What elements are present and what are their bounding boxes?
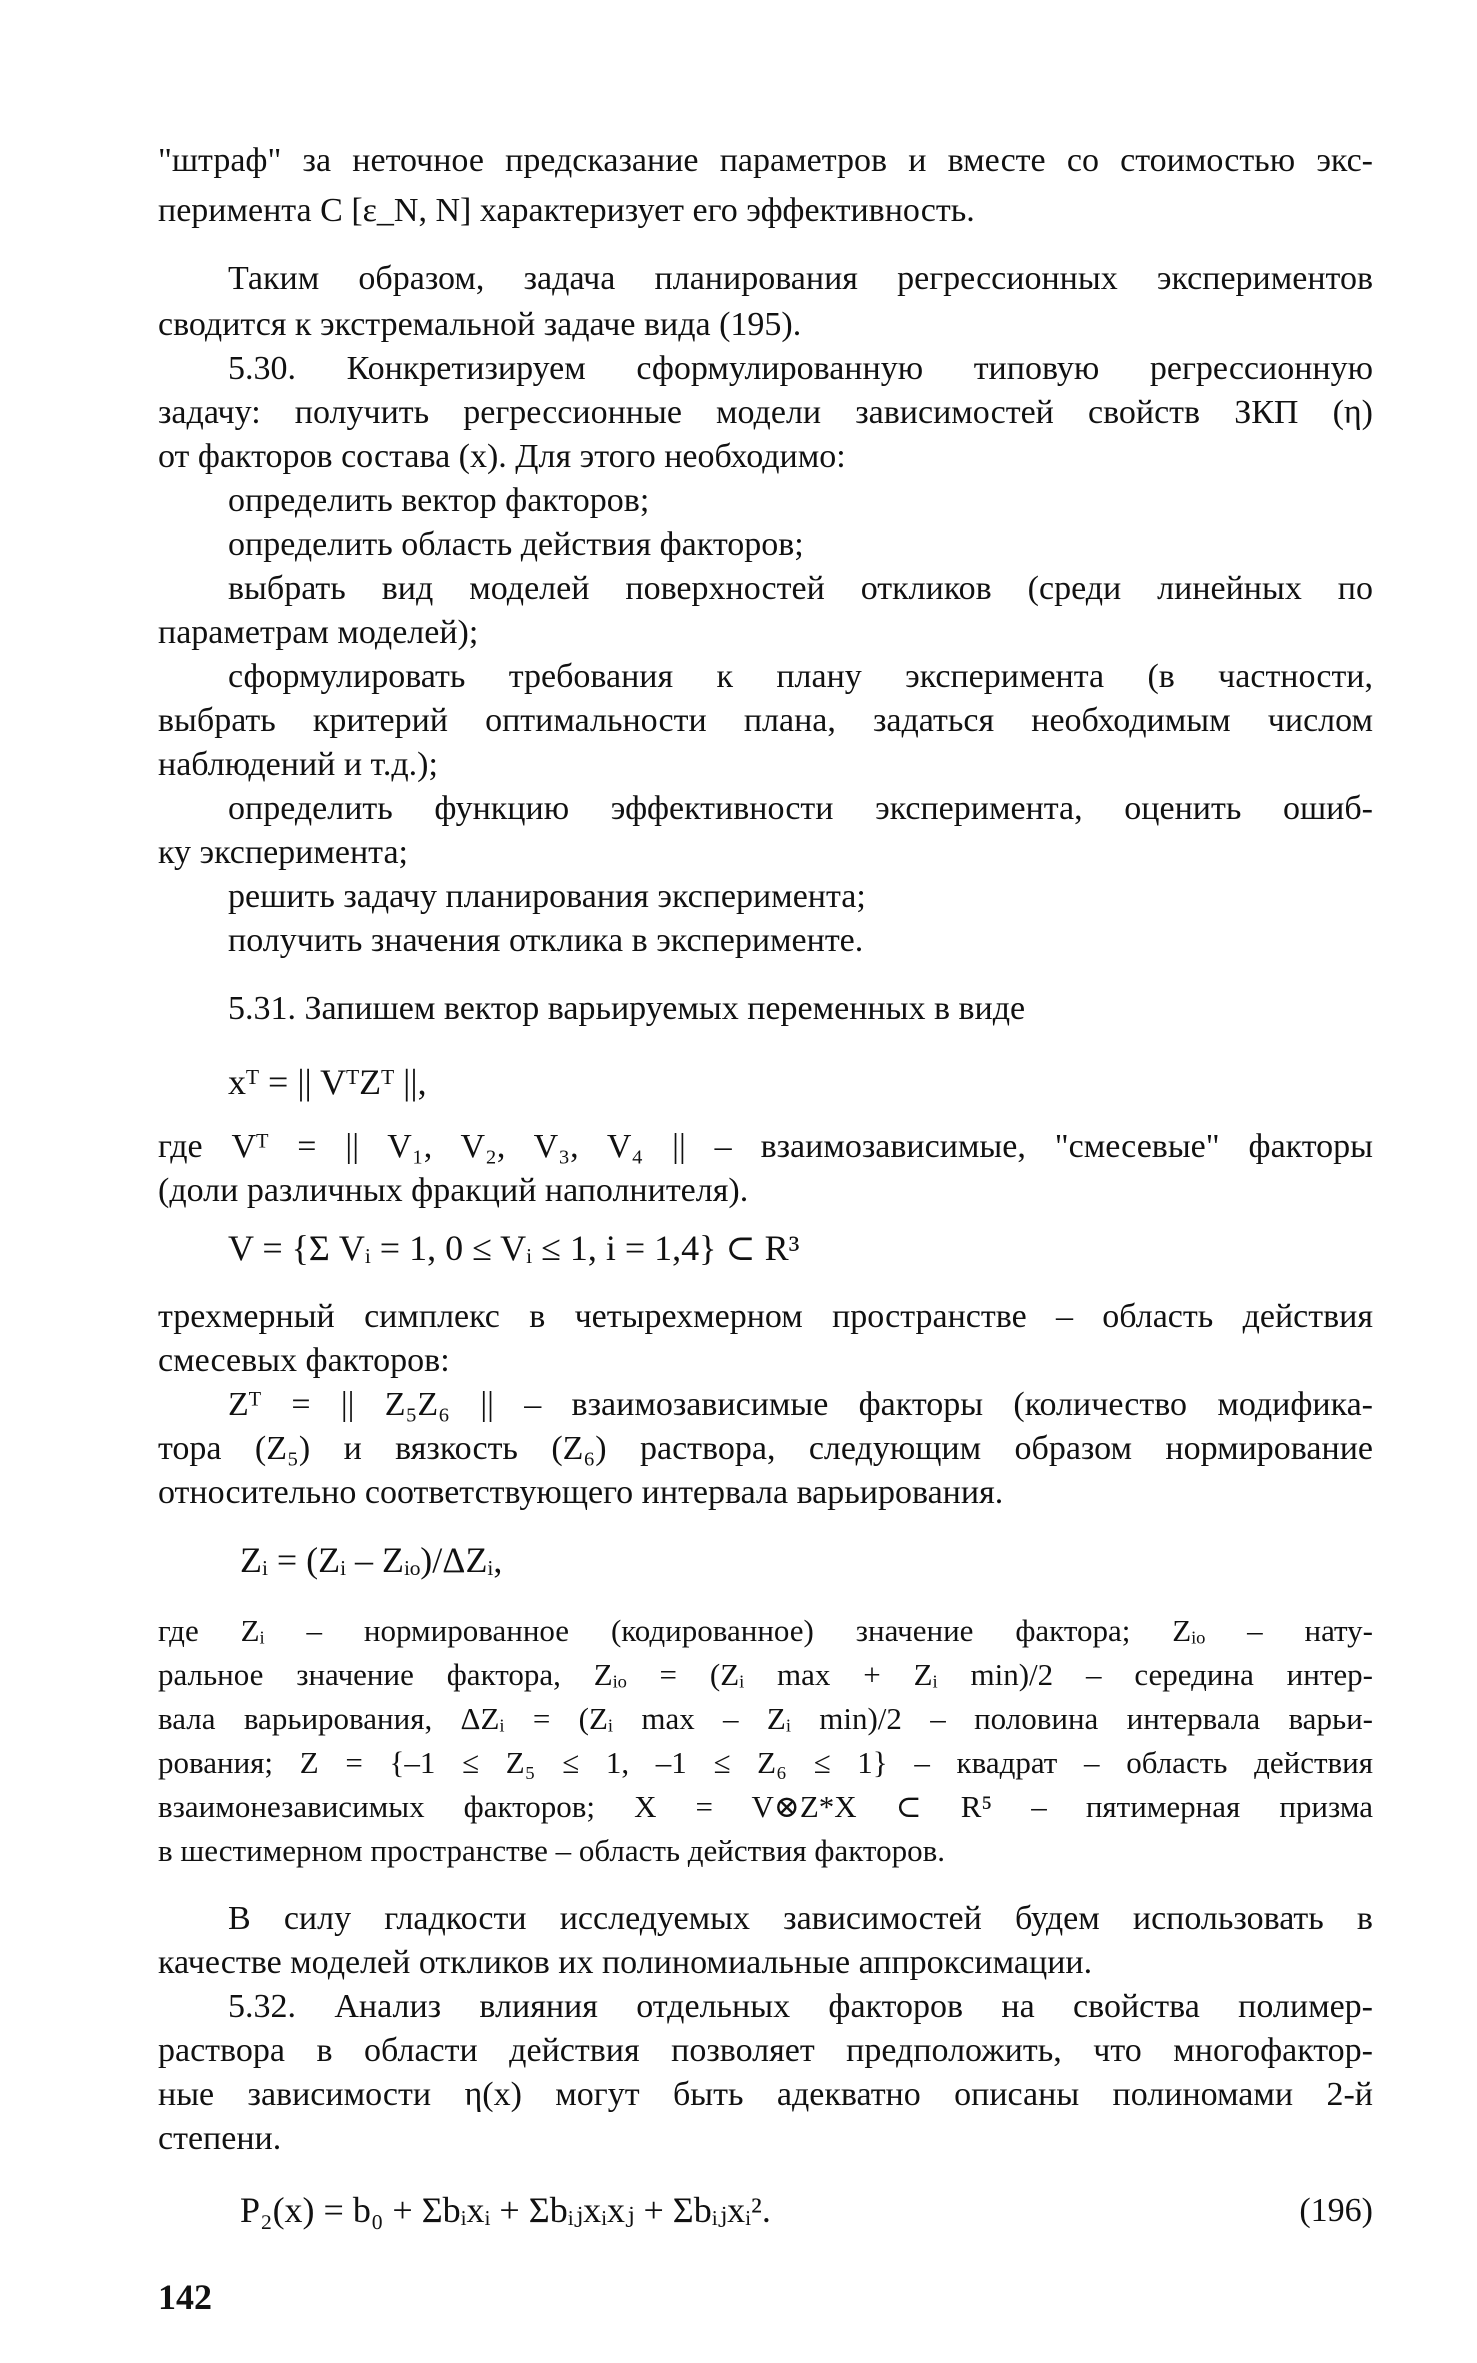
text-line: ные зависимости η(x) могут быть адекватно описаны полиномами 2-й [158,2076,1373,2113]
text-line: ральное значение фактора, Zᵢₒ = (Zᵢ max + Zᵢ min)/2 – середина интер- [158,1657,1373,1692]
text-line: от факторов состава (x). Для этого необходимо: [158,438,846,475]
text-line: степени. [158,2120,282,2157]
text-line: Таким образом, задача планирования регрессионных экспериментов [228,260,1373,297]
text-line: В силу гладкости исследуемых зависимостей будем использовать в [228,1900,1373,1937]
text-line: рования; Z = {–1 ≤ Z₅ ≤ 1, –1 ≤ Z₆ ≤ 1} – квадрат – область действия [158,1745,1373,1780]
text-line: где Zᵢ – нормированное (кодированное) значение фактора; Zᵢₒ – нату- [158,1613,1373,1648]
list-item: получить значения отклика в эксперименте. [228,922,864,959]
formula-vector: xᵀ = || VᵀZᵀ ||, [228,1062,427,1102]
formula-normalization: Zᵢ = (Zᵢ – Zᵢₒ)/ΔZᵢ, [240,1540,503,1580]
text-line: задачу: получить регрессионные модели зависимостей свойств ЗКП (η) [158,394,1373,431]
formula-simplex: V = {Σ Vᵢ = 1, 0 ≤ Vᵢ ≤ 1, i = 1,4} ⊂ R³ [228,1228,800,1268]
page-number: 142 [158,2277,212,2317]
text-line: вала варьирования, ΔZᵢ = (Zᵢ max – Zᵢ min)/2 – половина интервала варьи- [158,1701,1373,1736]
formula-polynomial: P₂(x) = b₀ + Σbᵢxᵢ + Σbᵢⱼxᵢxⱼ + Σbᵢⱼxᵢ². [240,2190,771,2230]
section-5-32-heading: 5.32. Анализ влияния отдельных факторов на свойства полимер- [228,1988,1373,2025]
equation-number: (196) [1299,2192,1373,2229]
text-line: параметрам моделей); [158,614,479,651]
section-5-30-heading: 5.30. Конкретизируем сформулированную типовую регрессионную [228,350,1373,387]
text-line: в шестимерном пространстве – область действия факторов. [158,1833,945,1868]
text-line: трехмерный симплекс в четырехмерном пространстве – область действия [158,1298,1373,1335]
text-line: ку эксперимента; [158,834,408,871]
text-line: (доли различных фракций наполнителя). [158,1172,749,1209]
list-item: определить функцию эффективности эксперимента, оценить ошиб- [228,790,1373,827]
text-line: Zᵀ = || Z₅Z₆ || – взаимозависимые факторы (количество модифика- [228,1386,1373,1423]
text-line: тора (Z₅) и вязкость (Z₆) раствора, следующим образом нормирование [158,1430,1373,1467]
text-line: "штраф" за неточное предсказание параметров и вместе со стоимостью экс- [158,142,1373,179]
list-item: решить задачу планирования эксперимента; [228,878,866,915]
list-item: выбрать вид моделей поверхностей откликов (среди линейных по [228,570,1373,607]
text-line: где Vᵀ = || V₁, V₂, V₃, V₄ || – взаимозависимые, "смесевые" факторы [158,1128,1373,1165]
text-line: сводится к экстремальной задаче вида (195). [158,306,802,343]
list-item: определить область действия факторов; [228,526,804,563]
text-line: относительно соответствующего интервала варьирования. [158,1474,1004,1511]
text-line: взаимонезависимых факторов; X = V⊗Z*X ⊂ R⁵ – пятимерная призма [158,1789,1373,1824]
text-line: перимента C [ε_N, N] характеризует его эффективность. [158,192,975,229]
text-line: наблюдений и т.д.); [158,746,438,783]
text-line: качестве моделей откликов их полиномиальные аппроксимации. [158,1944,1093,1981]
list-item: определить вектор факторов; [228,482,650,519]
text-line: выбрать критерий оптимальности плана, задаться необходимым числом [158,702,1373,739]
section-5-31-heading: 5.31. Запишем вектор варьируемых переменных в виде [228,990,1026,1027]
text-line: смесевых факторов: [158,1342,450,1379]
text-line: раствора в области действия позволяет предположить, что многофактор- [158,2032,1373,2069]
list-item: сформулировать требования к плану эксперимента (в частности, [228,658,1373,695]
